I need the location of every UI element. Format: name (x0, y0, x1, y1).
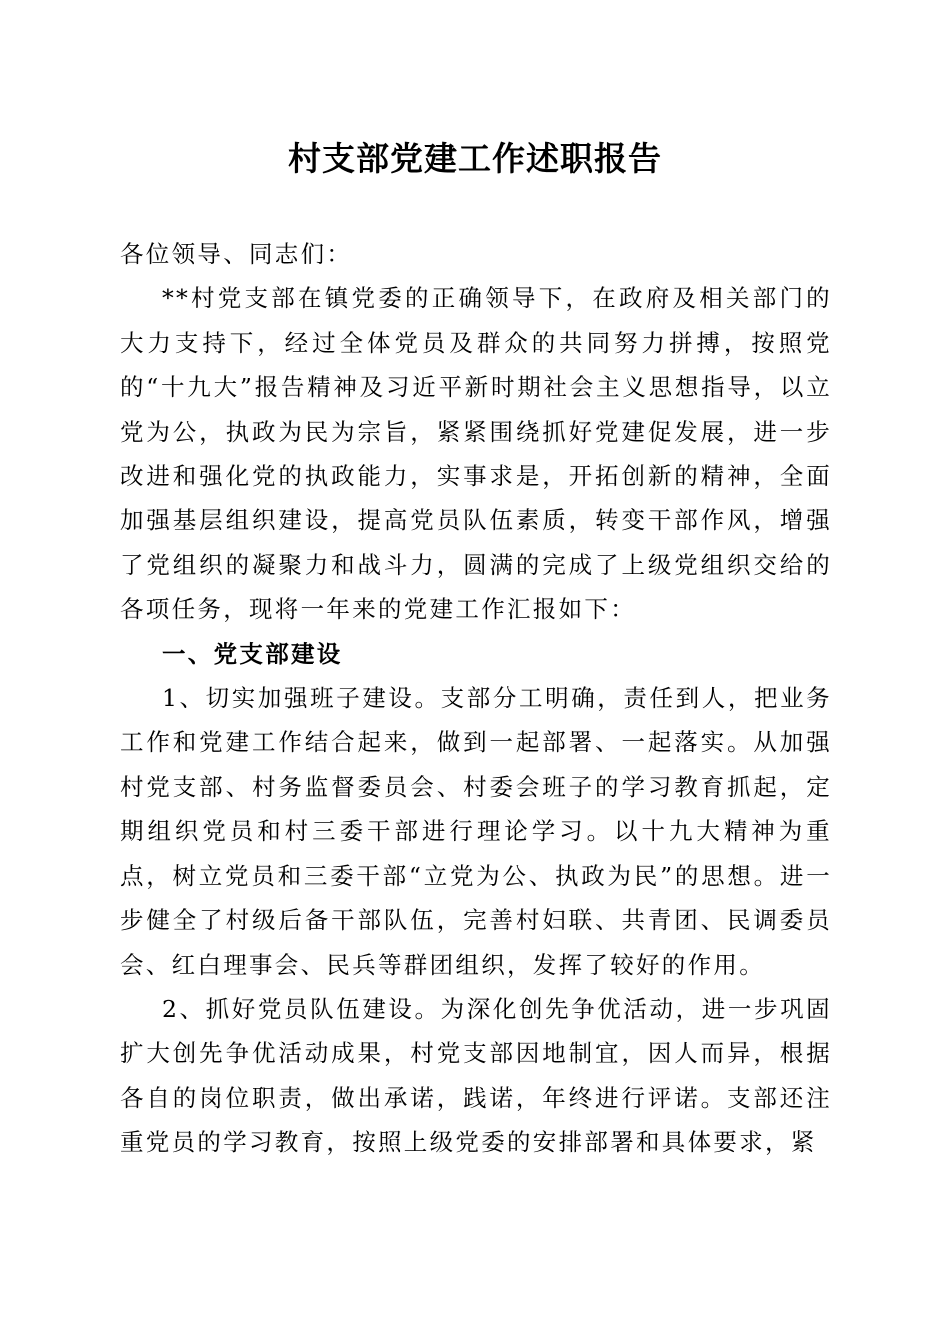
section-heading: 一、党支部建设 (162, 639, 343, 668)
salutation: 各位领导、同志们： (120, 240, 353, 268)
document-title: 村支部党建工作述职报告 (288, 139, 662, 178)
item-paragraph-1: 1、切实加强班子建设。支部分工明确，责任到人，把业务工作和党建工作结合起来，做到一起部署、一起落实。从加强村党支部、村务监督委员会、村委会班子的学习教育抓起，定期组织党员和村三委干部进行理论学习。以十九大精神为重点，树立党员和三委干部“立党为公、执政为民”的思想。进一步健全了村级后备干部队伍，完善村妇联、共青团、民调委员会、红白理事会、民兵等群团组织，发挥了较好的作用。 (120, 684, 832, 979)
intro-paragraph: **村党支部在镇党委的正确领导下，在政府及相关部门的大力支持下，经过全体党员及群众的共同努力拼搏，按照党的“十九大”报告精神及习近平新时期社会主义思想指导，以立党为公，执政为民为宗旨，紧紧围绕抓好党建促发展，进一步改进和强化党的执政能力，实事求是，开拓创新的精神，全面加强基层组织建设，提高党员队伍素质，转变干部作风，增强了党组织的凝聚力和战斗力，圆满的完成了上级党组织交给的各项任务，现将一年来的党建工作汇报如下： (120, 284, 832, 624)
item-paragraph-2: 2、抓好党员队伍建设。为深化创先争优活动，进一步巩固扩大创先争优活动成果，村党支部因地制宜，因人而异，根据各自的岗位职责，做出承诺，践诺，年终进行评诺。支部还注重党员的学习教育，按照上级党委的安排部署和具体要求，紧 (120, 994, 832, 1157)
document-body (120, 232, 832, 1165)
